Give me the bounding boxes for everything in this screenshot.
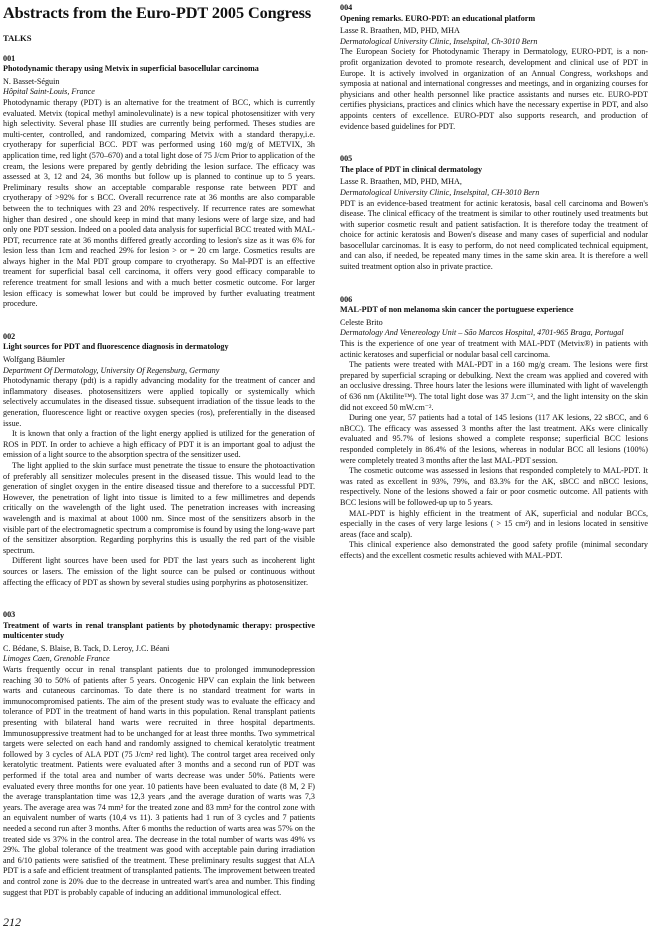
abstract-paragraph: Different light sources have been used for PDT the last years such as incoherent light sources or lasers. The emission of the light source can be pulsed or continuous without affecting the efficacy of PDT as shown by several studies using porphyrins as photosensitizer.: [3, 556, 315, 587]
abstract-affiliation: Department Of Dermatology, University Of Regensburg, Germany: [3, 365, 220, 375]
abstract-paragraph: During one year, 57 patients had a total of 145 lesions (117 AK lesions, 22 sBCC, and 6 nBCC). The efficacy was assessed 3 months after the last treatment. AKs were clinically evaluated and 95.7% of lesions showed a complete response; superficial BCC lesions responded completely in 86.4% of the lesions, whereas in nodular BCC all lesions (100%) were completely treated 3 months after the last MAL-PDT session.: [340, 413, 648, 465]
abstract-title: The place of PDT in clinical dermatology: [340, 164, 483, 174]
abstract-paragraph: The patients were treated with MAL-PDT in a 160 mg/g cream. The lesions were first prepared by superficial scraping or debulking. Next the cream was applied and covered with an occlusive dressing. Three hours later the lesions were illuminated with light of wavelength of 636 nm (Aktilite™). The total light dose was 37 J.cm⁻², and the light intensity on the skin did not exceed 50 mW.cm⁻².: [340, 360, 648, 412]
abstract-paragraph: Photodynamic therapy (pdt) is a rapidly advancing modality for the treatment of cancer and inflammatory diseases. photosensitizers were applied topically or systemically which selectively accumulates in the diseased tissue. subsequent irradiation of the tissue leads to the generation, fluorescence light or reactive oxygen species (ros), preferentially in the diseased issue.: [3, 376, 315, 428]
left-column: [3, 33, 315, 912]
right-column: [340, 3, 648, 912]
abstract-003: [3, 610, 315, 898]
abstract-paragraph: The cosmetic outcome was assessed in lesions that responded completely to MAL-PDT. It was rated as excellent in 93%, 79%, and 83.3% for the AK, sBCC and nBCC lesions, respectively. None of the lesions showed a fair or poor cosmetic outcome. All patients with BCC lesions will be followed-up up to 5 years.: [340, 466, 648, 507]
abstract-title: MAL-PDT of non melanoma skin cancer the portuguese experience: [340, 305, 574, 315]
section-label: TALKS: [3, 33, 32, 43]
abstract-number: 001: [3, 53, 16, 63]
abstract-affiliation: Dermatological University Clinic, Inselspital, CH-3010 Bern: [340, 187, 540, 197]
abstract-paragraph: Warts frequently occur in renal transplant patients due to prolonged immunodepression reaching 30 to 50% of patients after 5 years. Oncogenic HPV can explain the link between warts and cutaneous carcinomas. To date there is no standard treatment for warts in immunocompromised patients. The aim of the present study was to evaluate the efficacy and tolerance of PDT in the treatment of hand warts in this population. Renal transplant patients presenting with bilateral hand warts were recruited in three hospital departments. Immunosuppressive treatment had to be unchanged for at least three months. Two symmetrical targets were selected on each hand and randomly assigned to chemical keratolytic treatment followed by 3 cycles of ALA PDT (75 J/cm² red light). The control target area received only keratolytic treatment. Patients were evaluated after 3 months and a second run of PDT was performed if the total area and number of warts decrease was under 50%. Patients were evaluated every three months for one year. 10 patients have been evaluated to date (8 M, 2 F) the average transplantation time was 12,3 years ,and the average duration of warts was 7,3 years. The average area was 74 mm² for the treated zone and 83 mm² for the control zone with an equivalent number of warts (10,4 vs 11). 3 patients had 1 run of 3 cycles and 7 patients needed a second run after 3 months. After 6 months the reduction of warts area was 57% on the treated side vs 37% in the control area. The decrease in the total number of warts was 49% vs 29%. The global tolerance of the treatment was good with acceptable pain during irradiation and 6/10 patients were satisfied of the treatment. These preliminary results suggest that ALA PDT is a safe and efficient treatment of transplanted patients. The improvement between treated and control zone is 20% due to the decrease in untreated wart's area and number. This finding suggest that PDT is probably capable of inducing an additional immunological effect.: [3, 665, 315, 897]
abstract-paragraph: Photodynamic therapy (PDT) is an alternative for the treatment of BCC, which is currently evaluated. Metvix (topical methyl aminolevulinate) is a new topical photosensitizer with very high selectivity. Several phase III studies are currently being performed. Theses studies are multi-center, controlled, and randomized, comparing Metvix with a standard therapy,i.e. cryotherapy for superficial BCC. PDT was performed using 160 mg/g of METVIX, 3h application time, red light (570–670) and a total light dose of 75 J/cm Prior to application of the cream, the lesions were prepared by gently debriding the lesion surface. The efficacy was assessed at 3, 12 and 24, 36 months but follow up is planned to continue up to 5 years. Preliminary results show an acceptable comparable response rate between PDT and cryotherapy of >92% for s BCC. Overall recurrence rate at 36 months are also comparable between the to techniques with 23 and 20% respectively. If recurrence rates are somewhat higher than desired , one should keep in mind that many lesions were of large size, and had only one PDT session. Indeed on a pooled data analysis for superficial BCC treated with MAL- PDT, recurrence rate at 36 months differed greatly according to lesion's size as it was 6% for lesion less than 1cm and reached 29% for lesion > or = 20 cm large. Cosmetics results are always higher in the Mal PDT group compare to cryotherapy. So Mal-PDT is an effective treament for superficial basal cell carcinoma, it offers very good efficacy comparable to reference treatment for small lesions and with a much better cosmetic outcome. For larger lesion efficacy is somewhat lower but could be improved by further evaluating treatment procedure.: [3, 97, 315, 309]
abstract-authors: Wolfgang Bäumler: [3, 355, 65, 365]
abstract-affiliation: Hôpital Saint-Louis, France: [3, 87, 95, 97]
abstract-title: Treatment of warts in renal transplant patients by photodynamic therapy: prospective multicenter study: [3, 620, 315, 641]
abstract-number: 005: [340, 154, 353, 164]
abstract-title: Opening remarks. EURO-PDT: an educational platform: [340, 13, 536, 23]
page-number: 212: [3, 915, 21, 929]
abstract-title: Light sources for PDT and fluorescence diagnosis in dermatology: [3, 342, 229, 352]
abstract-004: [340, 3, 648, 132]
abstract-paragraph: This is the experience of one year of treatment with MAL-PDT (Metvix®) in patients with actinic keratoses and superficial or nodular basal cell carcinoma.: [340, 339, 648, 359]
abstract-paragraph: This clinical experience also demonstrated the good safety profile (minimal secondary effects) and the excellent cosmetic results achieved with MAL-PDT.: [340, 540, 648, 560]
abstract-authors: N. Basset-Séguin: [3, 76, 60, 86]
abstract-number: 003: [3, 610, 16, 620]
abstract-number: 006: [340, 294, 353, 304]
abstract-authors: Celeste Brito: [340, 317, 383, 327]
abstract-paragraph: The light applied to the skin surface must penetrate the tissue to ensure the photoactivation of preferably all sensitizer molecules present in the diseased tissue. This would lead to the generation of singlet oxygen in the entire diseased tissue and therefore to a successful PDT. However, the penetration of light into tissue is limited to a few millimetres and depends critically on the wavelength of the light used. The penetration increases with increasing wavelength and is maximal at about 1000 nm. Since most of the sensitizers absorb in the visible part of the electromagnetic spectrum a compromise is found by using the long-wave part of the sensitizer absorption. Regarding porphyrins this is usually the red part of the visible spectrum.: [3, 460, 315, 555]
abstract-paragraph: PDT is an evidence-based treatment for actinic keratosis, basal cell carcinoma and Bowen's disease. The clinical efficacy of the treatment is similar to other routinely used treatments but with superior cosmetic result and patient satisfaction. It is therefore today the treatment of choice for actinic keratosis and Bowen's disease and many cases of superficial and nodular basocellular carcinomas. It is easy to perform, do not need complicated technical equipment, and can also, if needed, be repeated many times in the same skin area. It is therefore a well suited treatment option also in private practice.: [340, 198, 648, 272]
abstract-affiliation: Dermatology And Venereology Unit – São Marcos Hospital, 4701-965 Braga, Portugal: [340, 328, 624, 338]
abstract-affiliation: Dermatological University Clinic, Inselspital, Ch-3010 Bern: [340, 36, 538, 46]
abstract-number: 002: [3, 331, 16, 341]
abstract-paragraph: The European Society for Photodynamic Therapy in Dermatology, EURO-PDT, is a non-profit organization devoted to promote research, development and clinical use of PDT in Europe. It is actively involved in organization of an Annual Congress, workshops and symposia at national and international congresses and meetings, and in organizing courses for physicians and other health personnel like practice assistants and nurses etc. EURO-PDT certifies physicians, practices and clinics which have the necessary expertise in PDT, and also appoints centers of excellence. EURO-PDT also supports research, and production of evidence based guidelines for PDT.: [340, 47, 648, 131]
abstract-paragraph: It is known that only a fraction of the light energy applied is utilized for the generation of ROS in PDT. In order to achieve a high efficacy of PDT it is an important goal to adjust the emission of a light source to the absorption spectra of the sensitizer used.: [3, 429, 315, 460]
abstract-006: [340, 295, 648, 562]
abstract-authors: Lasse R. Braathen, MD, PHD, MHA: [340, 26, 460, 36]
abstract-authors: C. Bédane, S. Blaise, B. Tack, D. Leroy, J.C. Béani: [3, 643, 170, 653]
abstract-002: [3, 332, 315, 588]
abstract-001: [3, 54, 315, 310]
abstract-paragraph: MAL-PDT is highly efficient in the treatment of AK, superficial and nodular BCCs, especially in the cases of very large lesions ( > 15 cm²) and in lesions located in sensitive areas (face and scalp).: [340, 508, 648, 539]
page-title: Abstracts from the Euro-PDT 2005 Congress: [3, 3, 312, 22]
abstract-number: 004: [340, 3, 353, 12]
abstract-title: Photodynamic therapy using Metvix in superficial basocellular carcinoma: [3, 64, 259, 74]
abstract-005: [340, 154, 648, 273]
abstract-affiliation: Limoges Caen, Grenoble France: [3, 654, 110, 664]
abstract-authors: Lasse R. Braathen, MD, PHD, MHA,: [340, 177, 462, 187]
